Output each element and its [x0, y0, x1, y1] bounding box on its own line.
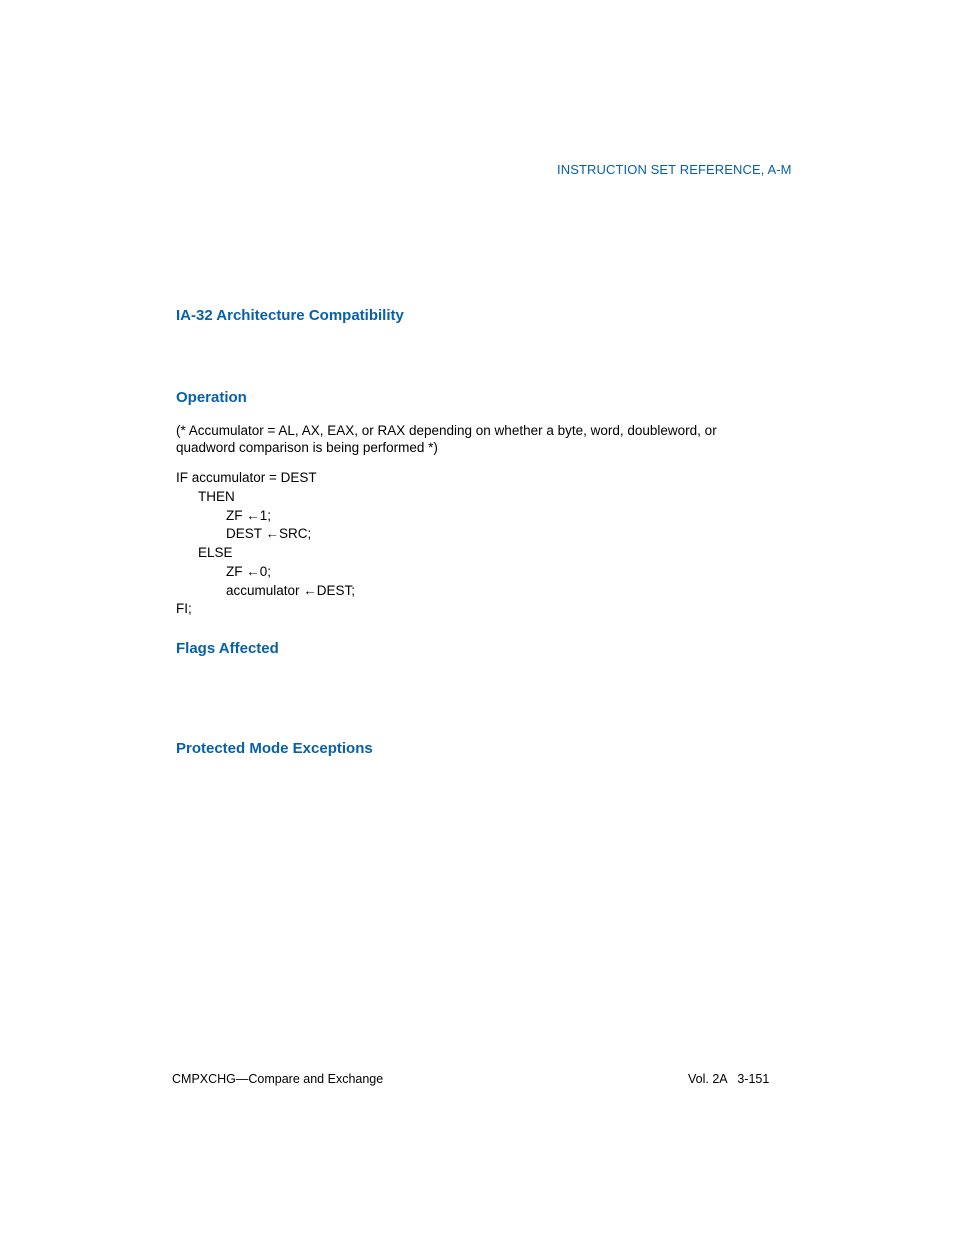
code-line-if: IF accumulator = DEST [176, 470, 317, 485]
running-header: INSTRUCTION SET REFERENCE, A-M [557, 162, 792, 177]
operation-comment-line-1: (* Accumulator = AL, AX, EAX, or RAX depending on whether a byte, word, doubleword, or [176, 423, 717, 438]
code-line-else: ELSE [198, 545, 233, 560]
footer-instruction-title: CMPXCHG—Compare and Exchange [172, 1072, 384, 1086]
footer-page-number: Vol. 2A 3-151 [688, 1072, 770, 1086]
code-line-then: THEN [198, 489, 235, 504]
code-line-accumulator-dest: accumulator ←DEST; [226, 583, 356, 598]
code-line-fi: FI; [176, 601, 192, 616]
heading-operation: Operation [176, 389, 247, 406]
code-line-dest-src: DEST ←SRC; [226, 526, 312, 541]
heading-ia32-architecture-compatibility: IA-32 Architecture Compatibility [176, 307, 404, 324]
operation-comment-line-2: quadword comparison is being performed *) [176, 440, 438, 455]
heading-protected-mode-exceptions: Protected Mode Exceptions [176, 740, 373, 757]
code-line-zf-set: ZF ←1; [226, 508, 272, 523]
code-line-zf-clear: ZF ←0; [226, 564, 272, 579]
heading-flags-affected: Flags Affected [176, 640, 279, 657]
